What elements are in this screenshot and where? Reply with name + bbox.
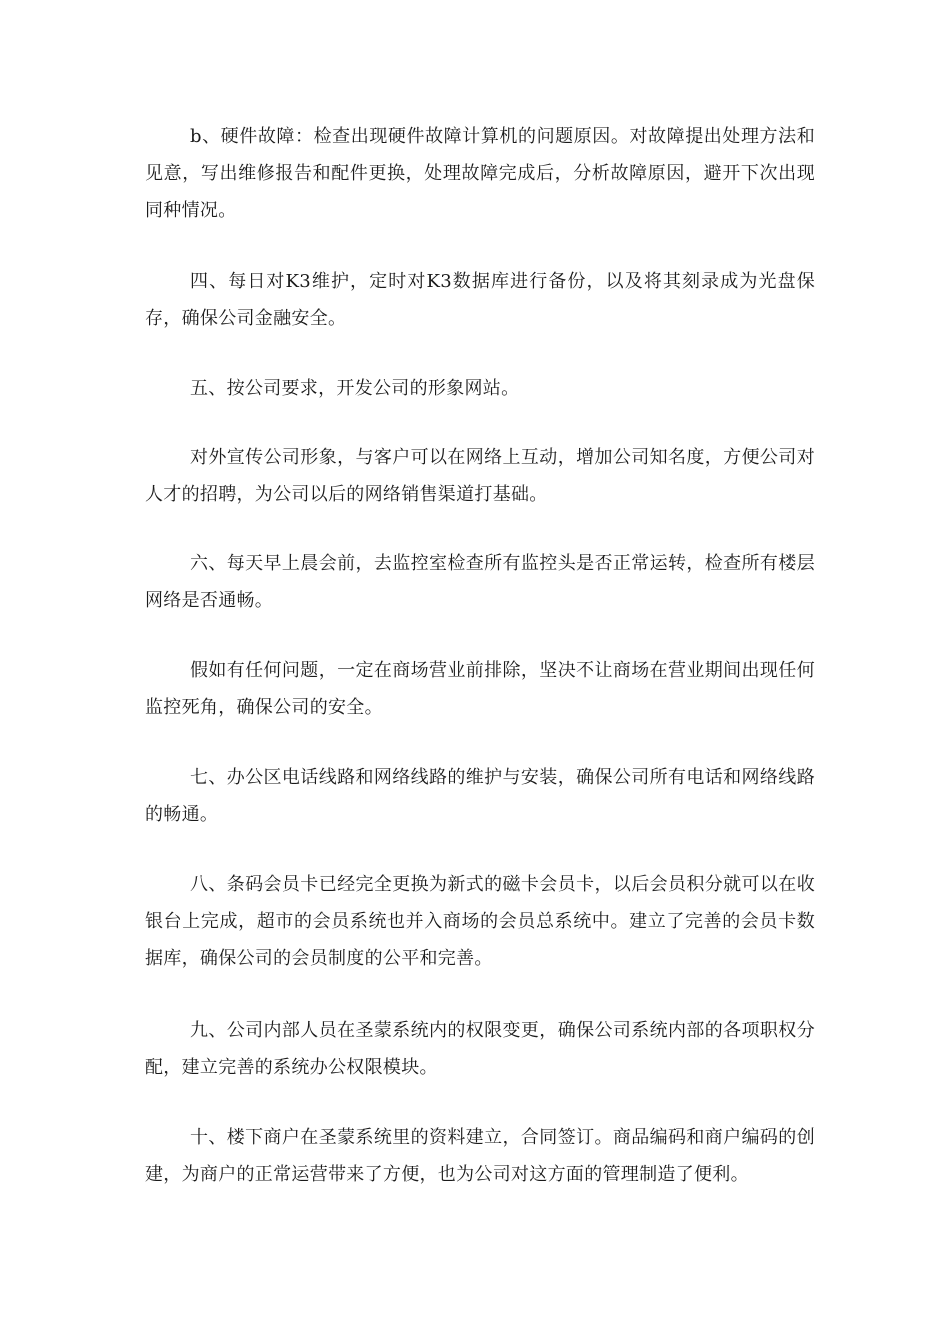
paragraph-k3-maintenance: 四、每日对K3维护，定时对K3数据库进行备份，以及将其刻录成为光盘保存，确保公司金融安全。 bbox=[145, 271, 815, 329]
paragraph-phone-network-lines: 七、办公区电话线路和网络线路的维护与安装，确保公司所有电话和网络线路的畅通。 bbox=[145, 767, 815, 825]
paragraph-hardware-fault: b、硬件故障：检查出现硬件故障计算机的问题原因。对故障提出处理方法和见意，写出维修报告和配件更换，处理故障完成后，分析故障原因，避开下次出现同种情况。 bbox=[145, 126, 815, 221]
paragraph-merchant-records: 十、楼下商户在圣蒙系统里的资料建立，合同签订。商品编码和商户编码的创建，为商户的正常运营带来了方便，也为公司对这方面的管理制造了便利。 bbox=[145, 1127, 815, 1185]
paragraph-website-development: 五、按公司要求，开发公司的形象网站。 bbox=[190, 378, 520, 399]
paragraph-company-promotion: 对外宣传公司形象，与客户可以在网络上互动，增加公司知名度，方便公司对人才的招聘，为公司以后的网络销售渠道打基础。 bbox=[145, 447, 815, 505]
paragraph-monitoring-check: 六、每天早上晨会前，去监控室检查所有监控头是否正常运转，检查所有楼层网络是否通畅。 bbox=[145, 553, 815, 611]
paragraph-membership-cards: 八、条码会员卡已经完全更换为新式的磁卡会员卡，以后会员积分就可以在收银台上完成，超市的会员系统也并入商场的会员总系统中。建立了完善的会员卡数据库，确保公司的会员制度的公平和完善。 bbox=[145, 874, 815, 969]
paragraph-issue-resolution: 假如有任何问题，一定在商场营业前排除，坚决不让商场在营业期间出现任何监控死角，确保公司的安全。 bbox=[145, 660, 815, 718]
paragraph-system-permissions: 九、公司内部人员在圣蒙系统内的权限变更，确保公司系统内部的各项职权分配，建立完善的系统办公权限模块。 bbox=[145, 1020, 815, 1078]
